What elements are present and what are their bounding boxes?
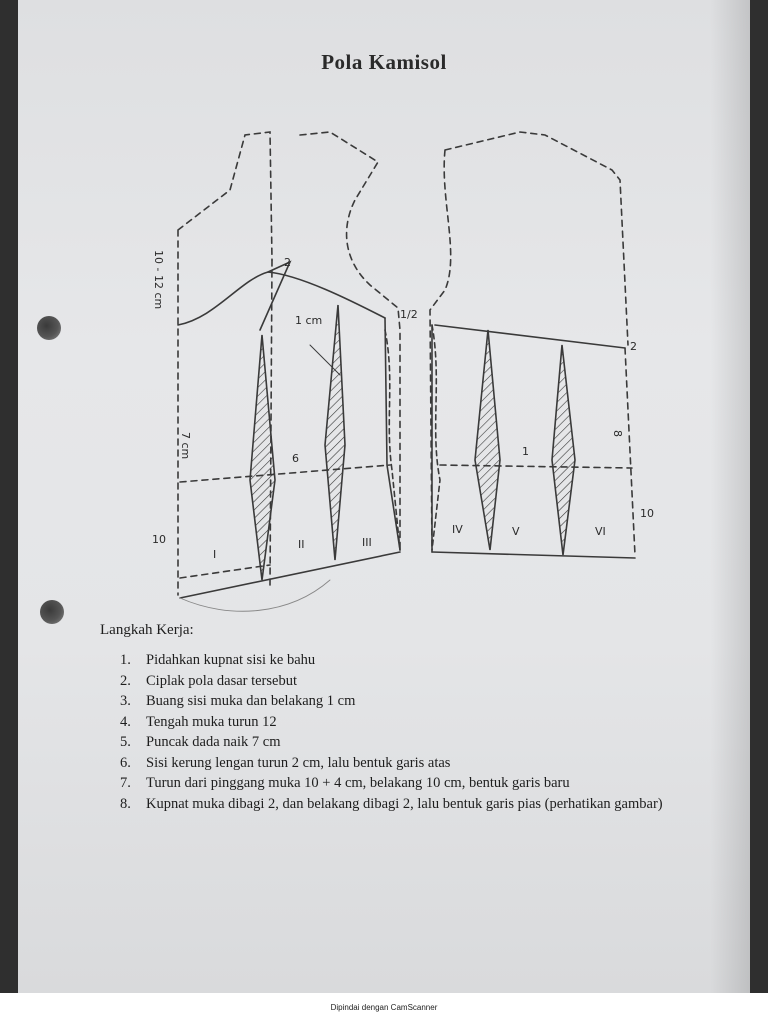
step-item: 2. Ciplak pola dasar tersebut	[120, 672, 297, 689]
step-item: 6. Sisi kerung lengan turun 2 cm, lalu bentuk garis atas	[120, 754, 451, 771]
step-item: 7. Turun dari pinggang muka 10 + 4 cm, belakang 10 cm, bentuk garis baru	[120, 775, 570, 791]
front-hip-dashed	[180, 565, 270, 578]
front-waist-dashed	[180, 465, 390, 482]
anno-10-left: 10	[152, 533, 166, 546]
anno-10-right: 10	[640, 507, 654, 520]
step-item: 4. Tengah muka turun 12	[120, 713, 277, 730]
step-item: 3. Buang sisi muka dan belakang 1 cm	[120, 693, 356, 709]
back-hem	[432, 552, 635, 558]
label-piece-1: I	[213, 548, 217, 561]
step-item: 8. Kupnat muka dibagi 2, dan belakang dibagi 2, lalu bentuk garis pias (perhatikan gambar)	[120, 795, 663, 812]
label-piece-5: V	[512, 525, 520, 538]
anno-half: 1/2	[400, 308, 418, 321]
front-dart-2	[325, 305, 345, 560]
step-item: 5. Puncak dada naik 7 cm	[120, 734, 281, 750]
pattern-diagram	[0, 120, 768, 620]
back-waist-dashed	[440, 465, 632, 468]
anno-2-back: 2	[630, 340, 637, 353]
anno-1: 1	[522, 445, 529, 458]
step-item: 1. Pidahkan kupnat sisi ke bahu	[120, 652, 316, 668]
back-dart-1	[475, 330, 500, 550]
anno-6: 6	[292, 452, 299, 465]
label-piece-2: II	[298, 538, 305, 551]
front-hip-arc	[180, 580, 330, 611]
label-piece-6: VI	[595, 525, 606, 538]
anno-1cm: 1 cm	[295, 314, 323, 327]
anno-2-front: 2	[284, 256, 291, 269]
back-top-line	[435, 325, 625, 348]
anno-8: 8	[611, 430, 624, 437]
anno-7cm: 7 cm	[179, 432, 192, 460]
back-center-line	[625, 348, 635, 555]
back-piece-labels	[452, 523, 606, 538]
front-bodice-dashed-outline	[178, 132, 400, 595]
steps-list	[120, 652, 663, 816]
back-dart-2	[552, 345, 575, 555]
front-piece-labels	[213, 536, 372, 561]
steps-heading: Langkah Kerja:	[100, 622, 194, 638]
page-title: Pola Kamisol	[321, 50, 447, 74]
label-piece-4: IV	[452, 523, 463, 536]
label-piece-3: III	[362, 536, 372, 549]
back-armhole-dashed	[432, 325, 440, 550]
anno-10-12cm: 10 - 12 cm	[152, 250, 165, 310]
back-bodice-dashed-outline	[430, 132, 628, 550]
scanner-watermark: Dipindai dengan CamScanner	[330, 1003, 438, 1012]
measure-annotations	[152, 250, 654, 546]
front-side-seam	[385, 318, 400, 550]
